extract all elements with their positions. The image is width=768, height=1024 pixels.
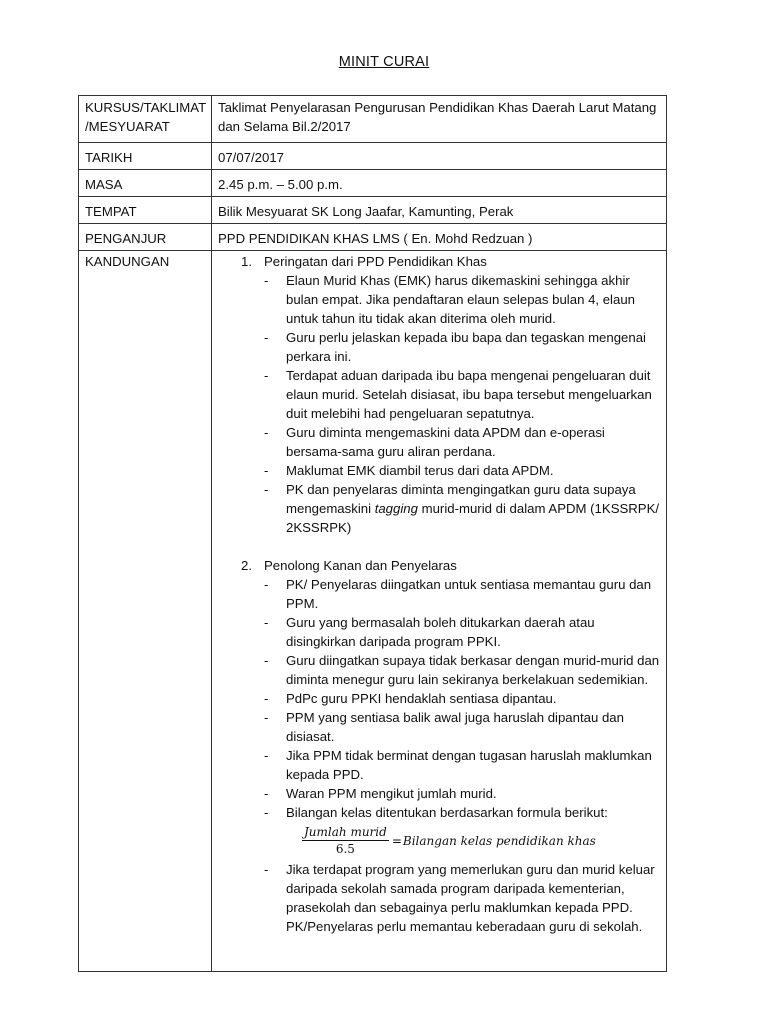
- list-item: - Guru diminta mengemaskini data APDM dan e-operasi bersama-sama guru aliran perdana.: [264, 423, 660, 461]
- formula-fraction: [302, 824, 389, 858]
- section-title: Penolong Kanan dan Penyelaras: [264, 558, 457, 573]
- section-spacer: [218, 537, 660, 556]
- minutes-table: [78, 95, 667, 972]
- section-1-items: [218, 271, 660, 537]
- label-tarikh: TARIKH: [79, 143, 212, 170]
- item-text: PK dan penyelaras diminta mengingatkan guru data supaya mengemaskini: [286, 482, 636, 516]
- section-number: 2.: [241, 558, 252, 573]
- label-penganjur: PENGANJUR: [79, 224, 212, 251]
- label-tempat: TEMPAT: [79, 197, 212, 224]
- list-item: - Elaun Murid Khas (EMK) harus dikemaskini sehingga akhir bulan empat. Jika pendaftaran elaun selepas bulan 4, elaun untuk tahun itu tidak akan diterima oleh murid.: [264, 271, 660, 328]
- list-item: - PK/ Penyelaras diingatkan untuk sentiasa memantau guru dan PPM.: [264, 575, 660, 613]
- list-item: - PdPc guru PPKI hendaklah sentiasa dipantau.: [264, 689, 660, 708]
- list-item: - Jika PPM tidak berminat dengan tugasan haruslah maklumkan kepada PPD.: [264, 746, 660, 784]
- list-item: - PPM yang sentiasa balik awal juga haruslah dipantau dan disiasat.: [264, 708, 660, 746]
- section-2-items: [218, 575, 660, 822]
- list-item: - Bilangan kelas ditentukan berdasarkan formula berikut:: [264, 803, 660, 822]
- label-kursus: KURSUS/TAKLIMAT /MESYUARAT: [79, 96, 212, 143]
- list-item: - Terdapat aduan daripada ibu bapa mengenai pengeluaran duit elaun murid. Setelah disiasat, ibu bapa tersebut mengeluarkan duit melebihi had pengeluaran sepatutnya.: [264, 366, 660, 423]
- section-number: 1.: [241, 254, 252, 269]
- item-italic-text: tagging: [374, 501, 418, 516]
- list-item: - Jika terdapat program yang memerlukan guru dan murid keluar daripada sekolah samada program daripada kementerian, prasekolah dan sebagainya perlu maklumkan kepada PPD. PK/Penyelaras perlu memantau keberadaan guru di sekolah.: [264, 860, 660, 936]
- document-title: MINIT CURAI: [338, 54, 430, 70]
- row-masa: [79, 170, 667, 197]
- value-tarikh: 07/07/2017: [212, 143, 667, 170]
- item-text: murid-murid di dalam APDM (1KSSRPK/ 2KSSRPK): [286, 501, 660, 535]
- section-2-heading: [218, 556, 660, 575]
- value-kandungan: [212, 251, 667, 972]
- label-kandungan: KANDUNGAN: [79, 251, 212, 972]
- formula-equals: =: [391, 833, 402, 848]
- section-2-items-continued: [218, 860, 660, 936]
- row-tarikh: [79, 143, 667, 170]
- list-item: [264, 480, 660, 537]
- formula-denominator: 6.5: [335, 842, 355, 856]
- value-tempat: Bilik Mesyuarat SK Long Jaafar, Kamunting, Perak: [212, 197, 667, 224]
- formula-numerator: Jumlah murid: [304, 825, 387, 839]
- class-count-formula: [218, 822, 660, 860]
- value-penganjur: PPD PENDIDIKAN KHAS LMS ( En. Mohd Redzuan ): [212, 224, 667, 251]
- row-penganjur: [79, 224, 667, 251]
- row-tempat: [79, 197, 667, 224]
- section-title: Peringatan dari PPD Pendidikan Khas: [264, 254, 487, 269]
- list-item: - Guru yang bermasalah boleh ditukarkan daerah atau disingkirkan daripada program PPKI.: [264, 613, 660, 651]
- list-item: - Maklumat EMK diambil terus dari data APDM.: [264, 461, 660, 480]
- value-masa: 2.45 p.m. – 5.00 p.m.: [212, 170, 667, 197]
- list-item: - Waran PPM mengikut jumlah murid.: [264, 784, 660, 803]
- list-item: - Guru diingatkan supaya tidak berkasar dengan murid-murid dan diminta menegur guru lain sekiranya berkelakuan sedemikian.: [264, 651, 660, 689]
- formula-result: Bilangan kelas pendidikan khas: [402, 833, 596, 848]
- label-masa: MASA: [79, 170, 212, 197]
- row-kandungan: [79, 251, 667, 972]
- value-kursus: Taklimat Penyelarasan Pengurusan Pendidikan Khas Daerah Larut Matang dan Selama Bil.2/2017: [212, 96, 667, 143]
- list-item: - Guru perlu jelaskan kepada ibu bapa dan tegaskan mengenai perkara ini.: [264, 328, 660, 366]
- section-1-heading: [218, 252, 660, 271]
- row-kursus: [79, 96, 667, 143]
